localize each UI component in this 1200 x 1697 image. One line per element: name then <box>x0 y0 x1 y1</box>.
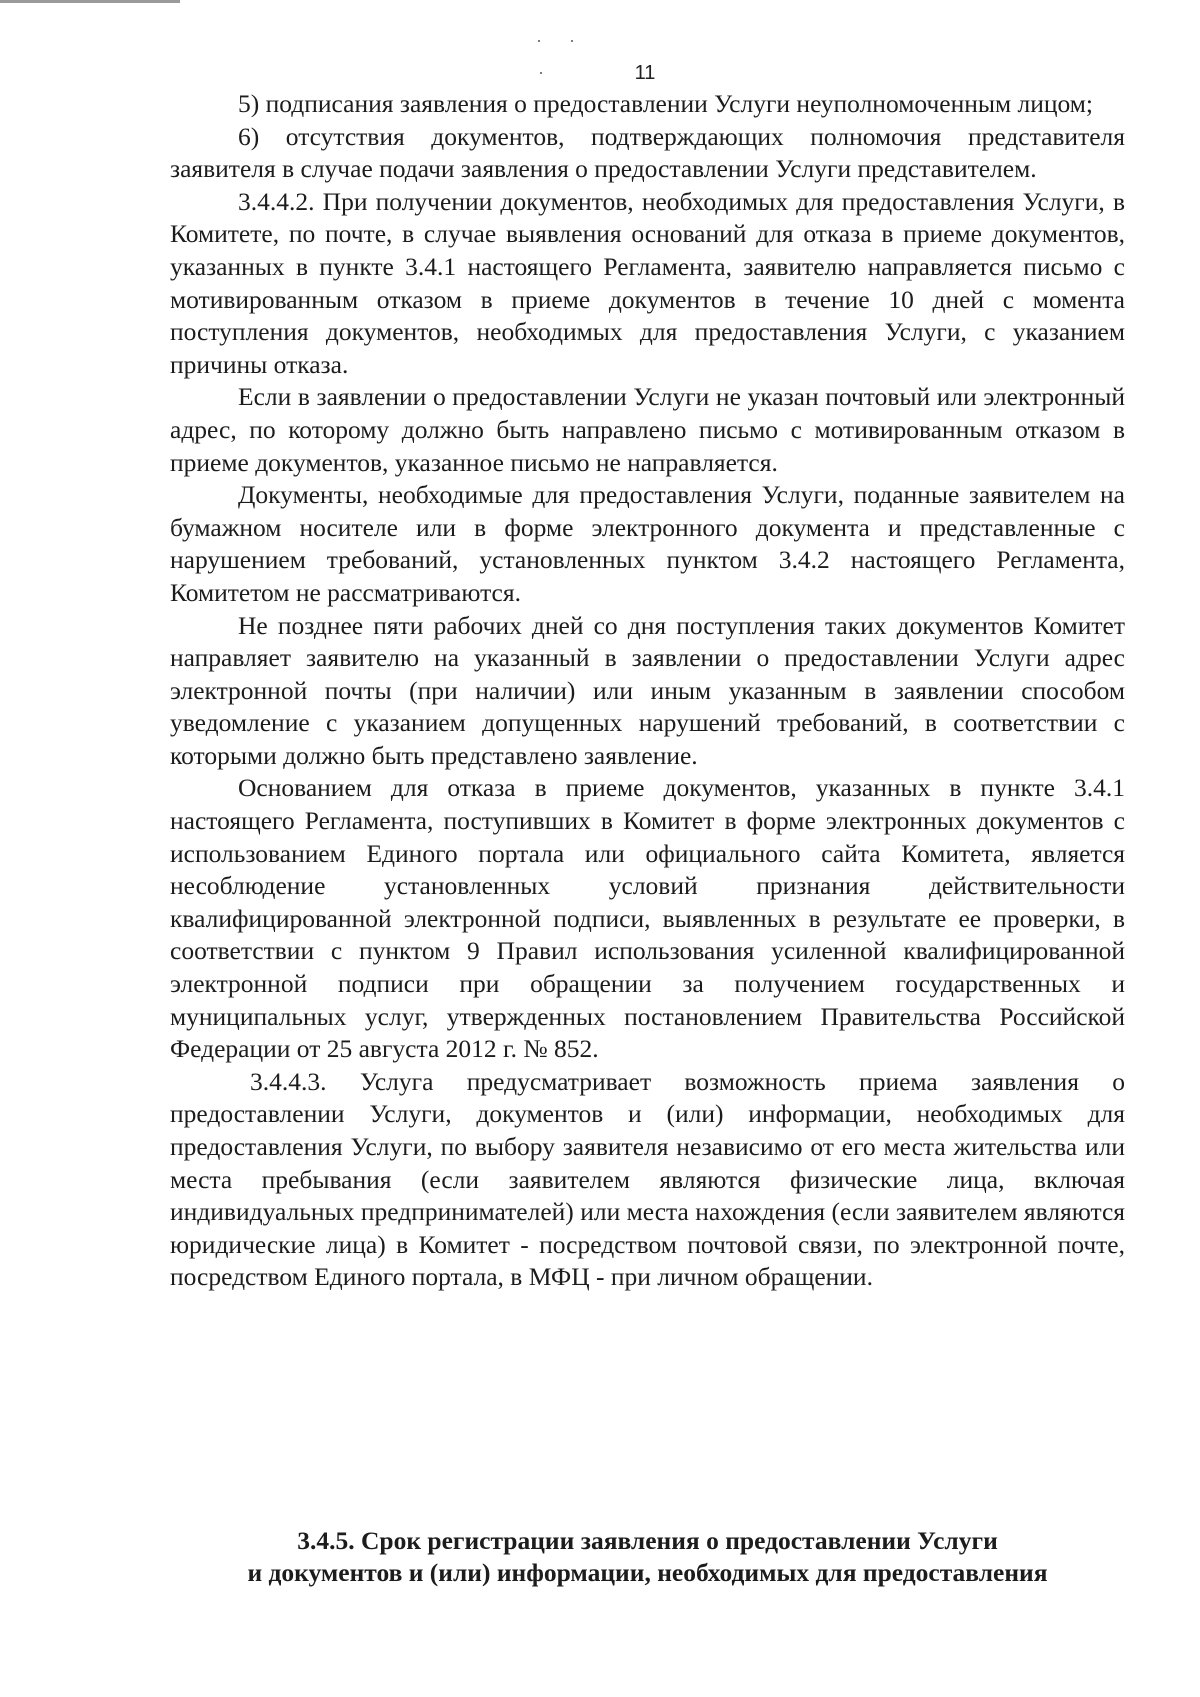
scan-edge-mark <box>0 0 180 3</box>
paragraph-refusal-grounds: Основанием для отказа в приеме документов, указанных в пункте 3.4.1 настоящего Регламента, поступивших в Комитет в форме электронных документов с использованием Единого портала или официального сайта Комитета, является несоблюдение установленных условий признания действительности квалифицированной электронной подписи, выявленных в результате ее проверки, в соответствии с пунктом 9 Правил использования усиленной квалифицированной электронной подписи при обращении за получением государственных и муниципальных услуг, утвержденных постановлением Правительства Российской Федерации от 25 августа 2012 г. № 852. <box>170 773 1125 1064</box>
document-body <box>170 88 1125 1294</box>
paragraph-documents-not-reviewed: Документы, необходимые для предоставления Услуги, поданные заявителем на бумажном носителе или в форме электронного документа и представленные с нарушением требований, установленных пунктом 3.4.2 настоящего Регламента, Комитетом не рассматриваются. <box>170 480 1125 607</box>
section-heading-line-2: и документов и (или) информации, необходимых для предоставления <box>247 1558 1048 1587</box>
paragraph-3-4-4-3: 3.4.4.3. Услуга предусматривает возможность приема заявления о предоставлении Услуги, документов и (или) информации, необходимых для предоставления Услуги, по выбору заявителя независимо от его места жительства или места пребывания (если заявителем являются физические лица, включая индивидуальных предпринимателей) или места нахождения (если заявителем являются юридические лица) в Комитет - посредством почтовой связи, по электронной почте, посредством Единого портала, в МФЦ - при личном обращении. <box>170 1066 1125 1292</box>
page-number: 11 <box>634 62 656 84</box>
paragraph-item-5: 5) подписания заявления о предоставлении Услуги неуполномоченным лицом; <box>238 89 1094 118</box>
section-heading-line-1: 3.4.5. Срок регистрации заявления о предоставлении Услуги <box>297 1526 998 1555</box>
paragraph-item-6: 6) отсутствия документов, подтверждающих полномочия представителя заявителя в случае подачи заявления о предоставлении Услуги представителем. <box>170 121 1125 184</box>
paragraph-3-4-4-2: 3.4.4.2. При получении документов, необходимых для предоставления Услуги, в Комитете, по почте, в случае выявления оснований для отказа в приеме документов, указанных в пункте 3.4.1 настоящего Регламента, заявителю направляется письмо с мотивированным отказом в приеме документов в течение 10 дней с момента поступления документов, необходимых для предоставления Услуги, с указанием причины отказа. <box>170 186 1125 379</box>
scan-speck <box>571 40 573 42</box>
paragraph-notification: Не позднее пяти рабочих дней со дня поступления таких документов Комитет направляет заявителю на указанный в заявлении о предоставлении Услуги адрес электронной почты (при наличии) или иным указанным в заявлении способом уведомление с указанием допущенных нарушений требований, в соответствии с которыми должно быть представлено заявление. <box>170 610 1125 770</box>
section-heading <box>170 1525 1125 1589</box>
paragraph-no-address: Если в заявлении о предоставлении Услуги не указан почтовый или электронный адрес, по которому должно быть направлено письмо с мотивированным отказом в приеме документов, указанное письмо не направляется. <box>170 382 1125 477</box>
scan-speck <box>538 40 540 42</box>
